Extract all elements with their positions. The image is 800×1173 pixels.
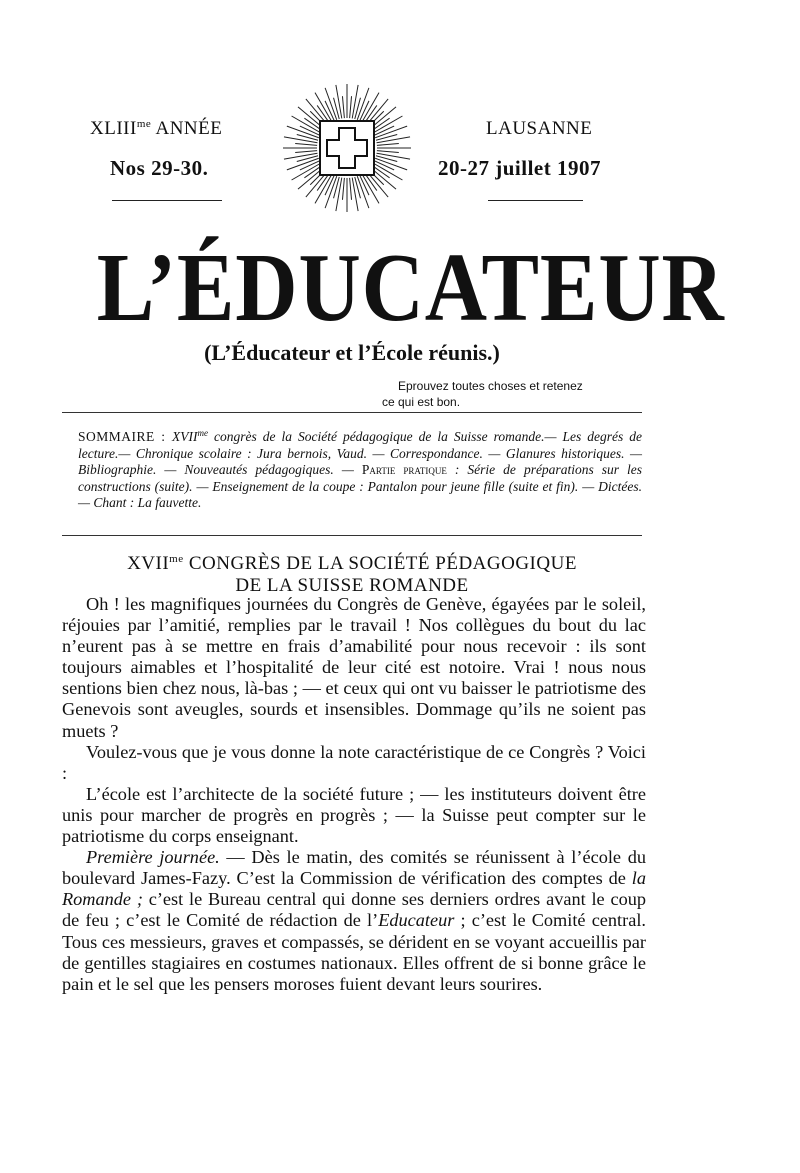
sunburst-ray [295, 151, 317, 153]
header-left-rule [112, 200, 222, 201]
paragraph-4: Première journée. — Dès le matin, des comités se réunissent à l’école du boulevard James-Fazy. C’est la Commission de vérification des comptes de la Romande ; c’est le Bureau central qui donne ses derniers ordres avant le coup de feu ; c’est le Comité de rédaction de l’Educateur ; c’est le Comité central. Tous ces messieurs, graves et compassés, se dérident en se voyant accueillis par de gentilles stagiaires en costumes nationaux. Elles offrent de si bonne grâce le pain et le sel que les pensers moroses fuient devant leurs sourires. [62, 847, 646, 994]
sunburst-ray [362, 174, 379, 203]
sunburst-ray [284, 153, 317, 159]
year-label: $XLIII^{me}$ ANNÉE [90, 118, 223, 139]
article-title: $XVII^{me}$ CONGRÈS DE LA SOCIÉTÉ PÉDAGOGIQUE DE LA SUISSE ROMANDE [127, 553, 577, 596]
sunburst-ray [336, 178, 342, 211]
sunburst-ray [342, 178, 344, 200]
sunburst-ray [350, 178, 352, 200]
sunburst-ray [342, 96, 344, 118]
motto [382, 378, 622, 410]
issue-number: Nos 29-30. [110, 156, 209, 180]
paragraph-3: L’école est l’architecte de la société future ; — les instituteurs doivent être unis pour marcher de progrès en progrès ; — la Suisse peut compter sur le patriotisme du corps enseignant. [62, 783, 646, 847]
sunburst-ray [336, 85, 342, 118]
article-body [62, 594, 646, 995]
masthead-title: L’ÉDUCATEUR [96, 234, 725, 342]
sunburst-ray [377, 143, 399, 145]
sunburst-ray [377, 153, 410, 159]
paragraph-1: Oh ! les magnifiques journées du Congrès de Genève, égayées par le soleil, réjouies par l’amitié, remplies par le travail ! Nos collègues du bout du lac n’eurent pas à se mettre en frais d’amabilité pour nous recevoir : ils sont toujours aimables et l’hospitalité de leur cité est notoire. Vrai ! nous nous sentions bien chez nous, là-bas ; — et ceux qui ont vu baisser le patriotisme des Genevois sont aveugles, sourds et insensibles. Dommage qu’ils ne soient pas muets ? [62, 594, 646, 741]
sunburst-ray [352, 85, 358, 118]
sunburst-ray [373, 163, 402, 180]
sunburst-ray [315, 174, 332, 203]
issue-date: 20-27 juillet 1907 [438, 156, 601, 180]
sunburst-ray [292, 116, 321, 133]
summary-top-rule [62, 412, 642, 413]
motto-line-1: Eprouvez toutes choses et retenez [398, 379, 583, 393]
summary: SOMMAIRE : $XVII^{me}$ congrès de la Société pédagogique de la Suisse romande.— Les degrés de lecture.— Chronique scolaire : Jura bernois, Vaud. — Correspondance. — Glanures historiques. — Bibliographie. — Nouveautés pédagogiques. — Partie pratique : Série de préparations sur les constructions (suite). — Enseignement de la coupe : Pantalon pour jeune fille (suite et fin). — Dictées. — Chant : La fauvette. [78, 428, 642, 510]
sunburst-ray [292, 163, 321, 180]
paragraph-2: Voulez-vous que je vous donne la note caractéristique de ce Congrès ? Voici : [62, 741, 646, 783]
sunburst-ray [377, 151, 399, 153]
sunburst-ray [284, 137, 317, 143]
motto-line-2: ce qui est bon. [382, 395, 461, 409]
summary-bottom-rule [62, 535, 642, 536]
sunburst-ray [373, 116, 402, 133]
partie-pratique-label: Partie pratique [361, 462, 447, 477]
masthead-subtitle: (L’Éducateur et l’École réunis.) [204, 340, 500, 365]
sunburst-ray [350, 96, 352, 118]
sunburst-ray [295, 143, 317, 145]
header-right-rule [488, 200, 583, 201]
sunburst-ray [352, 178, 358, 211]
swiss-cross-emblem-icon [282, 80, 412, 215]
summary-lead: SOMMAIRE : [78, 429, 173, 444]
sunburst-ray [377, 137, 410, 143]
city-label: LAUSANNE [486, 118, 593, 139]
sunburst-ray [362, 93, 379, 122]
sunburst-ray [315, 93, 332, 122]
